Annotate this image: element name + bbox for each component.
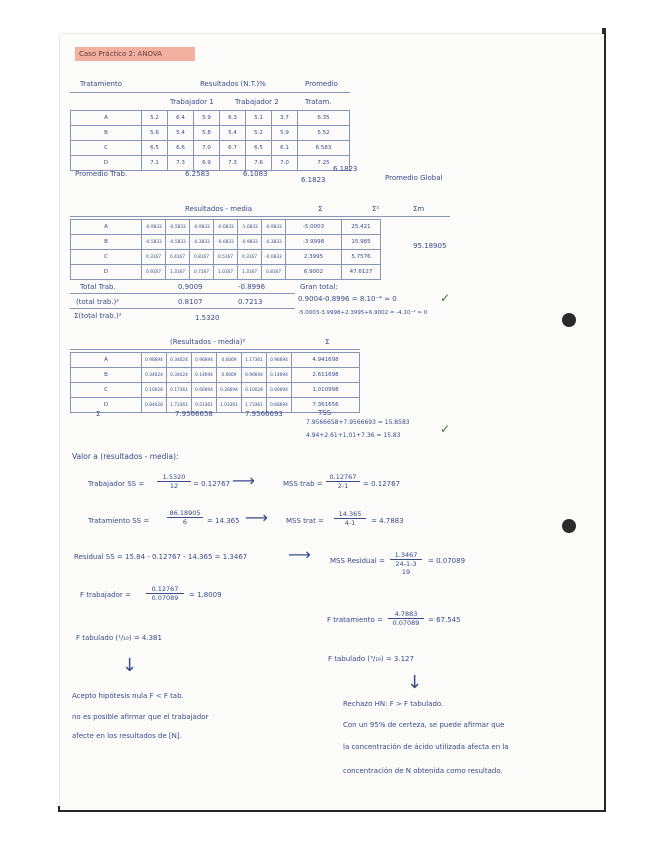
t2-sq-worker1: 0.8107 xyxy=(178,298,203,306)
table-cell: 0.66694 xyxy=(192,383,217,398)
row-label: B xyxy=(71,126,142,141)
row-sum-sq: 5.7576 xyxy=(342,250,381,265)
table-cell: 7.6 xyxy=(246,156,272,171)
t2-sum-sq-value: 1.5320 xyxy=(195,314,220,322)
row-sum: 6.9002 xyxy=(286,265,342,280)
t2-header-deviation: Resultados - media xyxy=(185,205,253,213)
table-cell: 1.73361 xyxy=(242,398,267,413)
table-cell: 6.9 xyxy=(194,156,220,171)
row-sum: 2.611698 xyxy=(292,368,360,383)
conclusion-worker-1: Acepto hipótesis nula F < F tab. xyxy=(72,692,184,700)
table-cell: 7.0 xyxy=(194,141,220,156)
check-mark-2: ✓ xyxy=(440,422,451,436)
mss-residual-den1: 24-1-3 xyxy=(395,560,417,568)
table-cell: 5.1 xyxy=(246,111,272,126)
row-label: C xyxy=(71,250,142,265)
t3-tss-eq1: 7.9566658+7.9566693 = 15.8583 xyxy=(306,419,410,426)
t1-worker2-avg: 6.1083 xyxy=(243,170,268,178)
f-treatment-fraction xyxy=(388,610,424,627)
row-label: B xyxy=(71,368,142,383)
table-cell: -0.5833 xyxy=(166,235,190,250)
mss-residual-label: MSS Residual = xyxy=(330,557,385,565)
table-cell: -0.9833 xyxy=(190,220,214,235)
row-label: D xyxy=(71,265,142,280)
t3-header-dev-sq: (Resultados - media)² xyxy=(170,338,246,346)
table-cell: 0.3167 xyxy=(238,250,262,265)
t3-header-sum: Σ xyxy=(325,338,330,346)
f-worker-label: F trabajador = xyxy=(80,591,131,599)
table-cell: 0.96694 xyxy=(242,368,267,383)
mss-treatment-result: = 4.7883 xyxy=(371,517,404,525)
row-sum-sq: 25.421 xyxy=(342,220,381,235)
table-cell: 0.51361 xyxy=(192,398,217,413)
table-cell: -0.9833 xyxy=(262,220,286,235)
table-row xyxy=(71,126,350,141)
table-cell: 6.7 xyxy=(220,141,246,156)
t3-sum-label: Σ xyxy=(96,410,101,418)
treatment-ss-fraction xyxy=(167,509,203,526)
table-cell: 1.17361 xyxy=(242,353,267,368)
f-worker-num: 0.12767 xyxy=(146,585,184,594)
table-cell: 1.0167 xyxy=(214,265,238,280)
table-cell: 0.14694 xyxy=(267,368,292,383)
table-cell: 0.9167 xyxy=(142,265,166,280)
f-critical-treatment: F tabulado (³/₁₉) = 3.127 xyxy=(328,655,414,663)
row-label: B xyxy=(71,235,142,250)
t2-rule-2 xyxy=(70,308,295,309)
arrow-right-icon: ⟶ xyxy=(245,508,268,527)
table-cell: 6.6 xyxy=(168,141,194,156)
row-label: D xyxy=(71,156,142,171)
t1-header-treatment: Tratamiento xyxy=(80,80,122,88)
table-cell: 6.5 xyxy=(142,141,168,156)
table-cell: 7.3 xyxy=(168,156,194,171)
f-treatment-num: 4.7883 xyxy=(388,610,424,619)
table-cell: 5.8 xyxy=(194,126,220,141)
t2-grand-total-eq: 0.9004-0.8996 = 8.10⁻⁴ ≈ 0 xyxy=(298,295,397,303)
table-cell: 5.6 xyxy=(142,126,168,141)
table-row xyxy=(71,220,440,235)
row-sum-sq: 47.6127 xyxy=(342,265,381,280)
row-sum: 1.010998 xyxy=(292,383,360,398)
mss-residual-den2: 19 xyxy=(401,568,411,576)
t2-total-worker1: 0.9009 xyxy=(178,283,203,291)
t3-tss-label: TSS xyxy=(318,409,332,417)
table-cell: 0.96694 xyxy=(142,353,167,368)
arrow-right-icon: ⟶ xyxy=(288,545,311,564)
mss-worker-label: MSS trab = xyxy=(283,480,323,488)
f-worker-result: = 1.8009 xyxy=(189,591,222,599)
conclusion-treatment-3: la concentración de ácido utilizada afecta en la xyxy=(343,743,509,751)
t2-header-sum: Σ xyxy=(318,205,323,213)
table-cell: 6.5 xyxy=(246,141,272,156)
mss-treatment-num: 14.365 xyxy=(334,510,366,519)
mss-treatment-label: MSS trat = xyxy=(286,517,324,525)
worker-ss-den: 12 xyxy=(169,482,179,490)
t2-sum-m-value: 95.18905 xyxy=(413,242,447,250)
table-cell: 0.10028 xyxy=(242,383,267,398)
conclusion-treatment-1: Rechazo HN: F > F tabulado. xyxy=(343,700,444,708)
mss-treatment-fraction xyxy=(334,510,366,527)
table-cell: 7.1 xyxy=(142,156,168,171)
table-cell: -0.0833 xyxy=(214,220,238,235)
row-empty xyxy=(381,265,440,280)
treatment-ss-den: 6 xyxy=(182,518,188,526)
table-row xyxy=(71,250,440,265)
table-cell: 0.96694 xyxy=(267,353,292,368)
table-cell: 3.7 xyxy=(272,111,298,126)
table-cell: 0.34024 xyxy=(167,368,192,383)
conclusion-treatment-4: concentración de N obtenida como resultado. xyxy=(343,767,503,775)
worker-ss-fraction xyxy=(157,473,191,490)
row-label: C xyxy=(71,141,142,156)
t3-tss-eq2: 4.94+2.61+1.01+7.36 = 15.83 xyxy=(306,432,401,439)
table-cell: 0.96694 xyxy=(192,353,217,368)
table-row xyxy=(71,353,360,368)
conclusion-treatment-2: Con un 95% de certeza, se puede afirmar que xyxy=(343,721,505,729)
table-cell: -0.3833 xyxy=(262,235,286,250)
t2-total-worker2: -0.8996 xyxy=(238,283,266,291)
worker-ss-num: 1.5320 xyxy=(157,473,191,482)
table-cell: 5.2 xyxy=(142,111,168,126)
t1-overall-avg-b: 6.1823 xyxy=(333,165,358,173)
table-cell: 0.5167 xyxy=(214,250,238,265)
table-row xyxy=(71,398,360,413)
conclusion-worker-2: no es posible afirmar que el trabajador xyxy=(72,713,209,721)
arrow-right-icon: ⟶ xyxy=(232,471,255,490)
f-worker-den: 0.07089 xyxy=(151,594,179,602)
row-empty xyxy=(381,220,440,235)
mss-treatment-den: 4-1 xyxy=(344,519,356,527)
residual-ss: Residual SS = 15.84 - 0.12767 - 14.365 = 1.3467 xyxy=(74,553,248,561)
table-cell: 0.14694 xyxy=(192,368,217,383)
mss-residual-result: = 0.07089 xyxy=(428,557,466,565)
t3-sum-worker2: 7.9566693 xyxy=(245,410,283,418)
table-row xyxy=(71,235,440,250)
table-cell: 1.3167 xyxy=(238,265,262,280)
table-cell: -1.0833 xyxy=(238,220,262,235)
t2-rule-1 xyxy=(70,293,295,294)
t1-header-treatment-avg: Tratam. xyxy=(305,98,332,106)
t2-total-worker-label: Total Trab. xyxy=(80,283,116,291)
row-sum: 2.3995 xyxy=(286,250,342,265)
t2-sq-worker-label: (total trab.)² xyxy=(76,298,120,306)
table-cell: 0.34024 xyxy=(142,368,167,383)
table-cell: 7.0 xyxy=(272,156,298,171)
t2-header-sum-m: Σm xyxy=(413,205,425,213)
t1-results-table xyxy=(70,110,350,171)
row-sum: -3.9998 xyxy=(286,235,342,250)
row-sum: 7.361656 xyxy=(292,398,360,413)
table-cell: 0.8167 xyxy=(190,250,214,265)
f-treatment-result: = 67.545 xyxy=(428,616,461,624)
row-sum: 4.941698 xyxy=(292,353,360,368)
row-average: 6.35 xyxy=(298,111,350,126)
calc-intro: Valor a (resultados - media): xyxy=(72,452,179,461)
table-cell: 5.2 xyxy=(246,126,272,141)
row-label: A xyxy=(71,220,142,235)
table-cell: 0.0069 xyxy=(217,353,242,368)
table-cell: 5.9 xyxy=(194,111,220,126)
table-cell: 5.4 xyxy=(220,126,246,141)
table-cell: -0.0833 xyxy=(262,250,286,265)
table-cell: 1.03361 xyxy=(217,398,242,413)
table-cell: 0.17361 xyxy=(167,383,192,398)
t1-global-avg-label: Promedio Global xyxy=(385,174,443,182)
table-cell: -0.0833 xyxy=(214,235,238,250)
table-cell: 0.66694 xyxy=(267,398,292,413)
t3-dev-sq-table xyxy=(70,352,360,413)
row-average: 5.52 xyxy=(298,126,350,141)
table-cell: 0.7167 xyxy=(190,265,214,280)
arrow-down-icon: ↓ xyxy=(122,655,138,676)
worker-ss-label: Trabajador SS = xyxy=(88,480,145,488)
row-label: D xyxy=(71,398,142,413)
table-cell: 6.1 xyxy=(272,141,298,156)
table-row xyxy=(71,111,350,126)
mss-worker-num: 0.12767 xyxy=(326,473,360,482)
table-cell: -0.5833 xyxy=(142,235,166,250)
table-cell: 0.00694 xyxy=(267,383,292,398)
row-label: A xyxy=(71,353,142,368)
table-cell: 0.0069 xyxy=(217,368,242,383)
t3-sum-worker1: 7.9566658 xyxy=(175,410,213,418)
table-cell: 0.84028 xyxy=(142,398,167,413)
t1-header-worker2: Trabajador 2 xyxy=(235,98,279,106)
table-cell: 1.3167 xyxy=(166,265,190,280)
table-cell: 6.3 xyxy=(220,111,246,126)
t2-sum-sq-label: Σ(total trab.)² xyxy=(74,312,122,320)
row-empty xyxy=(381,250,440,265)
t2-header-sum-sq: Σ² xyxy=(372,205,380,213)
treatment-ss-num: 86.18905 xyxy=(167,509,203,518)
treatment-ss-result: = 14.365 xyxy=(207,517,240,525)
table-cell: 1.73361 xyxy=(167,398,192,413)
mss-worker-result: = 0.12767 xyxy=(363,480,401,488)
table-cell: 0.26694 xyxy=(217,383,242,398)
mss-worker-fraction xyxy=(326,473,360,490)
t1-worker1-avg: 6.2583 xyxy=(185,170,210,178)
table-cell: 0.10028 xyxy=(142,383,167,398)
binder-hole-1 xyxy=(562,313,576,327)
table-cell: -0.9833 xyxy=(238,235,262,250)
f-treatment-label: F tratamiento = xyxy=(327,616,383,624)
table-cell: 6.4 xyxy=(168,111,194,126)
t1-header-results: Resultados (N.T.)% xyxy=(200,80,266,88)
row-average: 6.583 xyxy=(298,141,350,156)
binder-hole-2 xyxy=(562,519,576,533)
row-sum: -5.0003 xyxy=(286,220,342,235)
t3-rule-top xyxy=(70,349,360,350)
mss-residual-fraction xyxy=(390,551,422,576)
table-cell: 0.8167 xyxy=(262,265,286,280)
f-critical-worker: F tabulado (¹/₁₉) = 4.381 xyxy=(76,634,162,642)
table-cell: -0.9833 xyxy=(142,220,166,235)
row-sum-sq: 15.985 xyxy=(342,235,381,250)
table-row xyxy=(71,383,360,398)
t1-worker-avg-label: Promedio Trab. xyxy=(75,170,128,178)
table-cell: 0.4167 xyxy=(166,250,190,265)
t1-header-average: Promedio xyxy=(305,80,338,88)
treatment-ss-label: Tratamiento SS = xyxy=(88,517,150,525)
t2-rule-top xyxy=(70,216,450,217)
row-average: 7.25 xyxy=(298,156,350,171)
table-cell: 0.3167 xyxy=(142,250,166,265)
f-worker-fraction xyxy=(146,585,184,602)
table-cell: 5.9 xyxy=(272,126,298,141)
worker-ss-result: = 0.12767 xyxy=(193,480,231,488)
t2-grand-total-label: Gran total: xyxy=(300,283,338,291)
table-row xyxy=(71,368,360,383)
t1-overall-avg-a: 6.1823 xyxy=(301,176,326,184)
page-title: Caso Práctico 2: ANOVA xyxy=(75,47,195,61)
t2-deviation-table xyxy=(70,219,440,280)
t2-grand-total-eq2: -5.0003-3.9998+2.3995+6.9002 = -4.10⁻⁴ ≈ 0 xyxy=(298,310,428,316)
t1-rule-top xyxy=(70,92,350,93)
t1-header-worker1: Trabajador 1 xyxy=(170,98,214,106)
row-label: A xyxy=(71,111,142,126)
table-cell: 0.34024 xyxy=(167,353,192,368)
table-cell: 7.3 xyxy=(220,156,246,171)
arrow-down-icon: ↓ xyxy=(407,672,423,693)
conclusion-worker-3: afecte en los resultados de [N]. xyxy=(72,732,182,740)
table-row xyxy=(71,141,350,156)
f-treatment-den: 0.07089 xyxy=(392,619,420,627)
table-row xyxy=(71,265,440,280)
check-mark-1: ✓ xyxy=(440,291,451,305)
mss-residual-num: 1.3467 xyxy=(390,551,422,560)
table-cell: 5.4 xyxy=(168,126,194,141)
mss-worker-den: 2-1 xyxy=(337,482,349,490)
row-label: C xyxy=(71,383,142,398)
table-cell: -0.5833 xyxy=(166,220,190,235)
table-cell: -0.3833 xyxy=(190,235,214,250)
table-row xyxy=(71,156,350,171)
t2-sq-worker2: 0.7213 xyxy=(238,298,263,306)
